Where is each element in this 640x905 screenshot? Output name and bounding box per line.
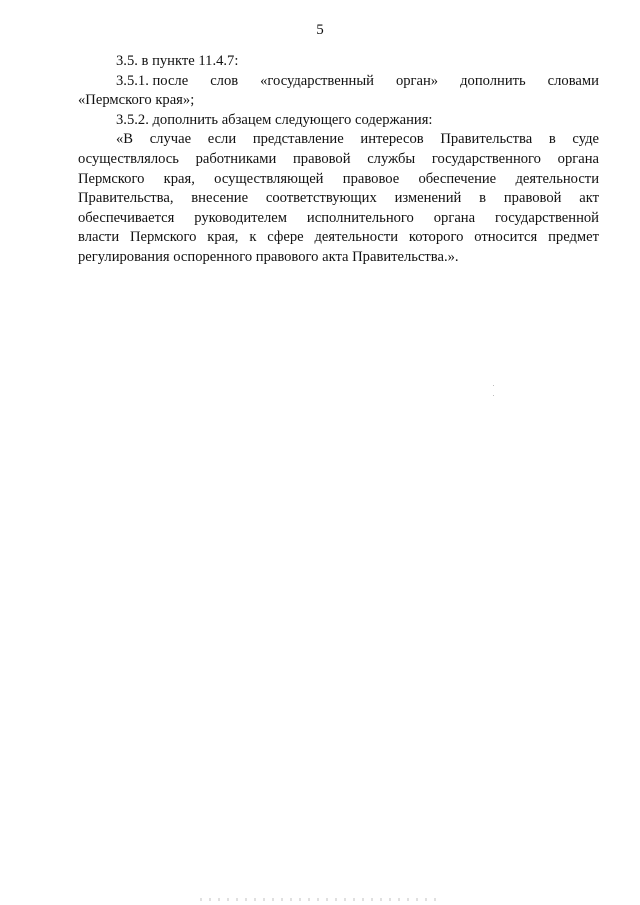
quoted-line: Пермского края, осуществляющей правовое обеспечение деятельности: [78, 170, 599, 187]
word: «государственный: [260, 72, 374, 89]
word: словами: [547, 72, 599, 89]
quoted-line: обеспечивается руководителем исполнительного органа государственной: [78, 209, 599, 226]
quoted-line-last: регулирования оспоренного правового акта Правительства.».: [78, 248, 459, 265]
word: 3.5.1. после: [116, 72, 189, 89]
paragraph-3-5-2: 3.5.2. дополнить абзацем следующего содержания:: [116, 111, 433, 128]
quoted-line: власти Пермского края, к сфере деятельности которого относится предмет: [78, 229, 599, 246]
word: орган»: [395, 72, 439, 89]
document-body: [78, 52, 599, 268]
quoted-paragraph: [78, 130, 599, 267]
word: слов: [210, 72, 239, 89]
paragraph-3-5: 3.5. в пункте 11.4.7:: [116, 53, 239, 69]
scan-speck: [493, 385, 494, 386]
page-number: 5: [316, 22, 324, 38]
quoted-line: Правительства, внесение соответствующих изменений в правовой акт: [78, 190, 599, 207]
word: дополнить: [460, 72, 526, 89]
paragraph-3-5-1-first-line: [78, 72, 599, 92]
quoted-line: «В случае если представление интересов Правительства в суде: [116, 131, 599, 148]
paragraph-3-5-1: [78, 72, 599, 111]
scan-edge-noise: [200, 898, 440, 901]
scan-speck: [493, 395, 494, 396]
quoted-line: осуществлялось работниками правовой службы государственного органа: [78, 150, 599, 167]
paragraph-3-5-1-tail: «Пермского края»;: [78, 92, 195, 109]
